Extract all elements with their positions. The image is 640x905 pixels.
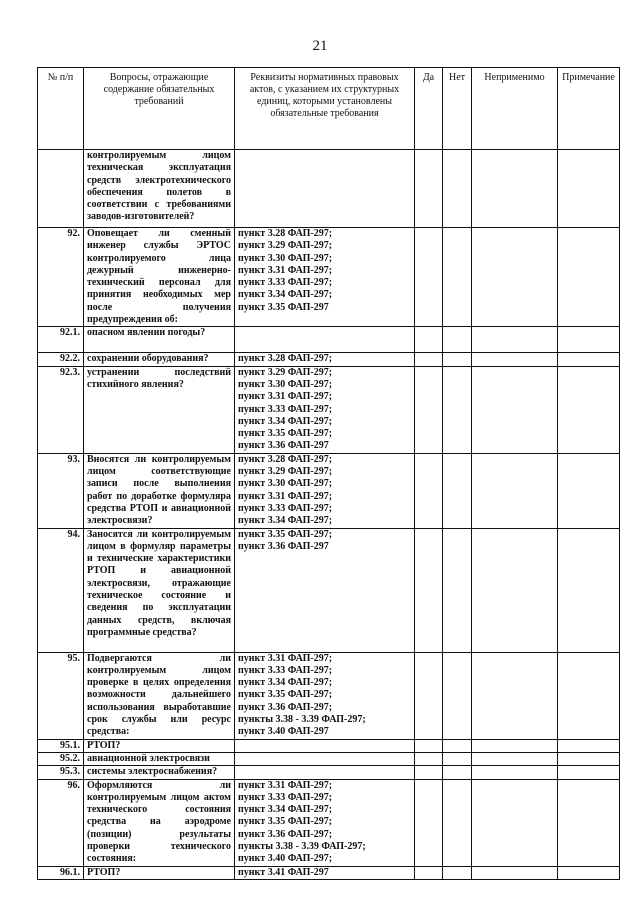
row-number: 95.3. [38,766,84,779]
table-row [38,779,620,866]
question-cell: РТОП? [84,866,235,879]
requisite-line: пункт 3.40 ФАП-297; [238,853,333,865]
table-row [38,327,620,353]
requisites-cell [235,353,415,366]
table-row [38,453,620,528]
requisite-line: пункт 3.31 ФАП-297; [238,779,333,791]
requisites-cell [235,779,415,866]
question-cell: Подвергаются ли контролируемым лицом проверке в целях определения возможности дальнейшего использования выработавшие срок службы или ресурс средства: [84,652,235,739]
question-cell: Заносятся ли контролируемым лицом в формуляр параметры и технические характеристики РТОП и авиационной электросвязи, отражающие техническое состояние и сведения по эксплуатации данных средств, включая программные средства? [84,528,235,652]
requisite-line: пункт 3.30 ФАП-297; [238,378,333,390]
yes-cell [415,327,443,353]
requisite-line: пункт 3.31 ФАП-297; [238,264,333,276]
note-cell [558,366,620,453]
no-cell [443,779,472,866]
table-row [38,150,620,228]
question-cell: авиационной электросвязи [84,752,235,765]
note-cell [558,228,620,327]
requisites-cell [235,766,415,779]
na-cell [472,228,558,327]
row-number: 96.1. [38,866,84,879]
requisite-line: пункт 3.33 ФАП-297; [238,403,333,415]
requisite-line: пункт 3.34 ФАП-297; [238,289,333,301]
na-cell [472,150,558,228]
requisite-line: пункт 3.35 ФАП-297; [238,816,333,828]
note-cell [558,752,620,765]
note-cell [558,327,620,353]
requisites-cell [235,453,415,528]
table-row [38,353,620,366]
header-yes: Да [415,68,443,150]
na-cell [472,353,558,366]
requisite-line: пункт 3.33 ФАП-297; [238,664,333,676]
no-cell [443,453,472,528]
no-cell [443,228,472,327]
row-number: 92.2. [38,353,84,366]
requisite-line: пункт 3.30 ФАП-297; [238,478,333,490]
row-number: 92.3. [38,366,84,453]
no-cell [443,739,472,752]
header-row [38,68,620,150]
yes-cell [415,752,443,765]
na-cell [472,528,558,652]
table-row [38,652,620,739]
no-cell [443,353,472,366]
note-cell [558,779,620,866]
requisite-line: пункт 3.29 ФАП-297; [238,366,333,378]
row-number: 94. [38,528,84,652]
header-num: № п/п [38,68,84,150]
row-number: 95.2. [38,752,84,765]
table-row [38,752,620,765]
header-question: Вопросы, отражающие содержание обязательных требований [84,68,235,150]
yes-cell [415,228,443,327]
table-row [38,739,620,752]
na-cell [472,752,558,765]
table-row [38,528,620,652]
yes-cell [415,766,443,779]
na-cell [472,453,558,528]
no-cell [443,752,472,765]
requisite-line: пункт 3.28 ФАП-297; [238,228,333,239]
note-cell [558,453,620,528]
requisite-line: пункт 3.31 ФАП-297; [238,391,333,403]
na-cell [472,866,558,879]
note-cell [558,739,620,752]
requisites-cell [235,150,415,228]
question-cell: сохранении оборудования? [84,353,235,366]
requisite-line: пункт 3.28 ФАП-297; [238,453,333,465]
header-na: Неприменимо [472,68,558,150]
requisites-cell [235,528,415,652]
na-cell [472,766,558,779]
row-number: 93. [38,453,84,528]
question-cell: устранении последствий стихийного явления? [84,366,235,453]
row-number: 95.1. [38,739,84,752]
yes-cell [415,150,443,228]
requirements-table [37,67,620,880]
yes-cell [415,779,443,866]
requisite-line: пункты 3.38 - 3.39 ФАП-297; [238,840,366,852]
question-cell: контролируемым лицом техническая эксплуатация средств электротехнического обеспечения полетов в соответствии с требованиями заводов-изготовителей? [84,150,235,228]
requisites-cell [235,366,415,453]
no-cell [443,652,472,739]
requisite-line: пункт 3.31 ФАП-297; [238,652,333,664]
yes-cell [415,652,443,739]
no-cell [443,150,472,228]
requisite-line: пункт 3.35 ФАП-297; [238,689,333,701]
table-row [38,766,620,779]
requisite-line: пункт 3.41 ФАП-297 [238,866,329,878]
row-number: 95. [38,652,84,739]
requisites-cell [235,866,415,879]
na-cell [472,366,558,453]
requisites-cell [235,327,415,353]
yes-cell [415,366,443,453]
requisites-cell [235,228,415,327]
header-note: Примечание [558,68,620,150]
table-row [38,366,620,453]
note-cell [558,150,620,228]
requisite-line: пункт 3.30 ФАП-297; [238,252,333,264]
question-cell: Оповещает ли сменный инженер службы ЭРТОС контролируемого лица дежурный инженерно-технический персонал для принятия необходимых мер после получения предупреждения об: [84,228,235,327]
yes-cell [415,453,443,528]
no-cell [443,866,472,879]
na-cell [472,779,558,866]
requisite-line: пункт 3.33 ФАП-297; [238,277,333,289]
requisite-line: пункт 3.36 ФАП-297; [238,701,333,713]
requisite-line: пункт 3.36 ФАП-297 [238,540,329,552]
row-number: 92. [38,228,84,327]
no-cell [443,327,472,353]
requisite-line: пункт 3.36 ФАП-297 [238,440,329,452]
requisite-line: пункт 3.31 ФАП-297; [238,490,333,502]
na-cell [472,652,558,739]
question-cell: опасном явлении погоды? [84,327,235,353]
requisite-line: пункт 3.36 ФАП-297; [238,828,333,840]
requisites-cell [235,752,415,765]
row-number [38,150,84,228]
no-cell [443,366,472,453]
page-number: 21 [312,38,328,54]
requisites-cell [235,739,415,752]
requisite-line: пункт 3.34 ФАП-297; [238,415,333,427]
yes-cell [415,528,443,652]
note-cell [558,766,620,779]
yes-cell [415,739,443,752]
requisite-line: пункт 3.35 ФАП-297; [238,428,333,440]
question-cell: РТОП? [84,739,235,752]
requisite-line: пункт 3.34 ФАП-297; [238,804,333,816]
na-cell [472,327,558,353]
row-number: 96. [38,779,84,866]
requisite-line: пункт 3.34 ФАП-297; [238,515,333,527]
table-row [38,228,620,327]
no-cell [443,528,472,652]
requisite-line: пункт 3.35 ФАП-297; [238,528,333,540]
na-cell [472,739,558,752]
requisite-line: пункт 3.28 ФАП-297; [238,353,333,365]
requisite-line: пункт 3.29 ФАП-297; [238,240,333,252]
header-no: Нет [443,68,472,150]
requisites-cell [235,652,415,739]
note-cell [558,528,620,652]
requisite-line: пункт 3.34 ФАП-297; [238,677,333,689]
row-number: 92.1. [38,327,84,353]
requisite-line: пункт 3.33 ФАП-297; [238,502,333,514]
header-requisites: Реквизиты нормативных правовых актов, с указанием их структурных единиц, которыми установлены обязательные требования [235,68,415,150]
question-cell: Оформляются ли контролируемым лицом актом технического состояния средства на аэродроме (позиции) результаты проверки технического состояния: [84,779,235,866]
requisite-line: пункт 3.29 ФАП-297; [238,466,333,478]
requisite-line: пункт 3.40 ФАП-297 [238,726,329,738]
yes-cell [415,866,443,879]
question-cell: Вносятся ли контролируемым лицом соответствующие записи после выполнения работ по доработке формуляра средства РТОП и авиационной электросвязи? [84,453,235,528]
table-row [38,866,620,879]
note-cell [558,652,620,739]
requisite-line: пункты 3.38 - 3.39 ФАП-297; [238,714,366,726]
yes-cell [415,353,443,366]
question-cell: системы электроснабжения? [84,766,235,779]
no-cell [443,766,472,779]
requisite-line: пункт 3.35 ФАП-297 [238,301,329,313]
note-cell [558,353,620,366]
requisite-line: пункт 3.33 ФАП-297; [238,791,333,803]
note-cell [558,866,620,879]
